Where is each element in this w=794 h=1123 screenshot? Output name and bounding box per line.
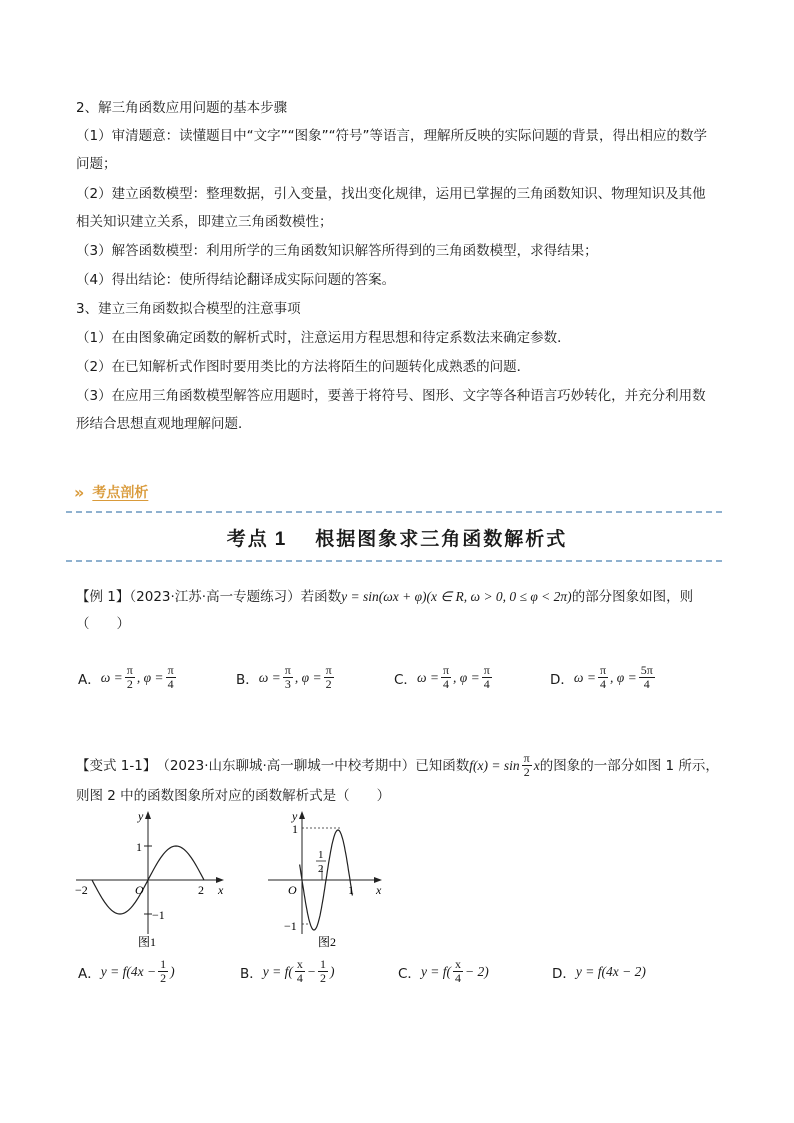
option-expr: − <box>306 963 316 979</box>
y-tick-label: −1 <box>152 908 165 922</box>
phi-symbol: , φ = <box>136 669 164 685</box>
topic-prefix: 考点 <box>226 528 269 550</box>
variant-question <box>76 752 719 779</box>
fraction: $\frac{\pi}{4}$ <box>483 663 490 691</box>
omega-symbol: ω = <box>416 669 439 685</box>
option-label: C． <box>398 965 421 982</box>
x-axis-label: x <box>218 883 224 897</box>
option-label: B． <box>236 671 259 688</box>
y-tick-label: −1 <box>284 919 297 933</box>
fraction: $\frac{\pi}{4}$ <box>442 663 450 691</box>
step-4: （4）得出结论：使所得结论翻译成实际问题的答案。 <box>76 272 396 288</box>
phi-symbol: , φ = <box>453 669 480 685</box>
fraction: $\frac{\pi}{2}$ <box>523 751 530 779</box>
y-tick-label: 1 <box>292 822 298 836</box>
example-1-option-a[interactable] <box>78 664 178 691</box>
variant-option-a[interactable] <box>78 958 175 985</box>
phi-symbol: , φ = <box>610 669 637 685</box>
option-expr: y = f( <box>420 963 452 979</box>
topic-title-text: 根据图象求三角函数解析式 <box>315 528 568 550</box>
example-1-suffix: 的部分图象如图，则 <box>571 589 694 605</box>
example-1-option-d[interactable] <box>550 664 657 691</box>
half-label-den: 2 <box>318 863 324 875</box>
heading-notes: 3、建立三角函数拟合模型的注意事项 <box>76 301 301 317</box>
figure-1 <box>70 806 230 952</box>
half-label-num: 1 <box>318 849 324 861</box>
fraction: $\frac{\pi}{4}$ <box>599 663 606 691</box>
section-label-text: 考点剖析 <box>92 485 149 501</box>
origin-label: O <box>135 883 144 897</box>
option-expr: ) <box>170 963 175 979</box>
step-2-line-2: 相关知识建立关系，即建立三角函数模性； <box>76 214 333 230</box>
x-tick-label: 1 <box>348 883 354 897</box>
note-1: （1）在由图象确定函数的解析式时，注意运用方程思想和待定系数法来确定参数． <box>76 330 571 346</box>
omega-symbol: ω = <box>573 669 596 685</box>
variant-option-c[interactable] <box>398 958 489 985</box>
variant-f-right: x <box>533 757 540 773</box>
step-2-line-1: （2）建立函数模型：整理数据，引入变量，找出变化规律，运用已掌握的三角函数知识、物理知识及其他 <box>76 186 706 202</box>
section-label <box>74 482 148 502</box>
variant-source: （2023·山东聊城·高一聊城一中校考期中）已知函数 <box>156 757 470 774</box>
example-1-blank: （ ） <box>76 616 130 632</box>
note-2: （2）在已知解析式作图时要用类比的方法将陌生的问题转化成熟悉的问题． <box>76 359 531 375</box>
double-chevron-icon: » <box>74 482 83 502</box>
origin-label: O <box>288 883 297 897</box>
option-expr: − 2) <box>465 963 489 979</box>
example-1-tag: 【例 1】 <box>76 589 130 605</box>
topic-number: 1 <box>274 529 288 550</box>
option-expr: y = f(4x − <box>100 963 157 979</box>
fraction: $\frac{\pi}{4}$ <box>167 663 174 691</box>
fraction: $\frac{5\pi}{4}$ <box>640 663 653 691</box>
x-tick-label: −2 <box>75 883 88 897</box>
fraction: $\frac{x}{4}$ <box>455 957 462 985</box>
option-label: B． <box>240 965 263 982</box>
phi-symbol: , φ = <box>294 669 322 685</box>
y-axis-arrow-icon <box>145 811 151 819</box>
example-1-question <box>76 587 693 607</box>
fraction: $\frac{\pi}{3}$ <box>284 663 291 691</box>
variant-option-d[interactable] <box>552 962 646 982</box>
figure-caption: 图2 <box>318 935 337 949</box>
note-3-line-1: （3）在应用三角函数模型解答应用题时，要善于将符号、图形、文字等各种语言巧妙转化，并充分利用数 <box>76 388 706 404</box>
example-1-formula: y = sin(ωx + φ)(x ∈ R, ω > 0, 0 ≤ φ < 2π) <box>341 589 572 604</box>
topic-title <box>0 524 794 551</box>
option-label: D． <box>552 966 576 982</box>
step-1-line-2: 问题； <box>76 156 117 172</box>
divider-top <box>66 511 722 513</box>
note-3-line-2: 形结合思想直观地理解问题． <box>76 416 252 432</box>
example-1-option-c[interactable] <box>394 664 494 691</box>
y-tick-label: 1 <box>136 840 142 854</box>
fraction: $\frac{\pi}{2}$ <box>126 663 133 691</box>
option-label: C． <box>394 671 417 688</box>
option-expr: y = f( <box>262 963 293 979</box>
step-1-line-1: （1）审清题意：读懂题目中“文字”“图象”“符号”等语言，理解所反映的实际问题的背景，得出相应的数学 <box>76 128 708 144</box>
option-label: A． <box>78 965 101 982</box>
omega-symbol: ω = <box>100 669 123 685</box>
y-axis-label: y <box>138 809 144 823</box>
fraction: $\frac{1}{2}$ <box>160 957 167 985</box>
omega-symbol: ω = <box>258 669 281 685</box>
divider-bottom <box>66 560 722 562</box>
variant-option-b[interactable] <box>240 958 335 985</box>
heading-steps: 2、解三角函数应用问题的基本步骤 <box>76 100 288 116</box>
y-axis-label: y <box>292 809 298 823</box>
x-tick-label: 2 <box>198 883 204 897</box>
variant-f-left: f(x) = sin <box>469 757 520 773</box>
variant-question-line-2: 则图 2 中的函数图象所对应的函数解析式是（ ） <box>76 788 391 804</box>
x-axis-label: x <box>376 883 382 897</box>
y-axis-arrow-icon <box>299 811 305 819</box>
step-3: （3）解答函数模型：利用所学的三角函数知识解答所得到的三角函数模型，求得结果； <box>76 243 598 259</box>
variant-suffix: 的图象的一部分如图 1 所示， <box>539 757 719 774</box>
example-1-option-b[interactable] <box>236 664 336 691</box>
option-expr: ) <box>330 963 335 979</box>
option-label: A． <box>78 671 101 688</box>
figure-caption: 图1 <box>138 935 157 949</box>
option-label: D． <box>550 671 574 688</box>
fraction: $\frac{\pi}{2}$ <box>325 663 332 691</box>
figure-2 <box>262 806 392 952</box>
option-expr: y = f(4x − 2) <box>575 964 646 979</box>
fraction: $\frac{1}{2}$ <box>320 957 326 985</box>
example-1-source: （2023·江苏·高一专题练习）若函数 <box>129 589 342 605</box>
fraction: $\frac{x}{4}$ <box>296 957 303 985</box>
variant-tag: 【变式 1-1】 <box>76 757 157 774</box>
